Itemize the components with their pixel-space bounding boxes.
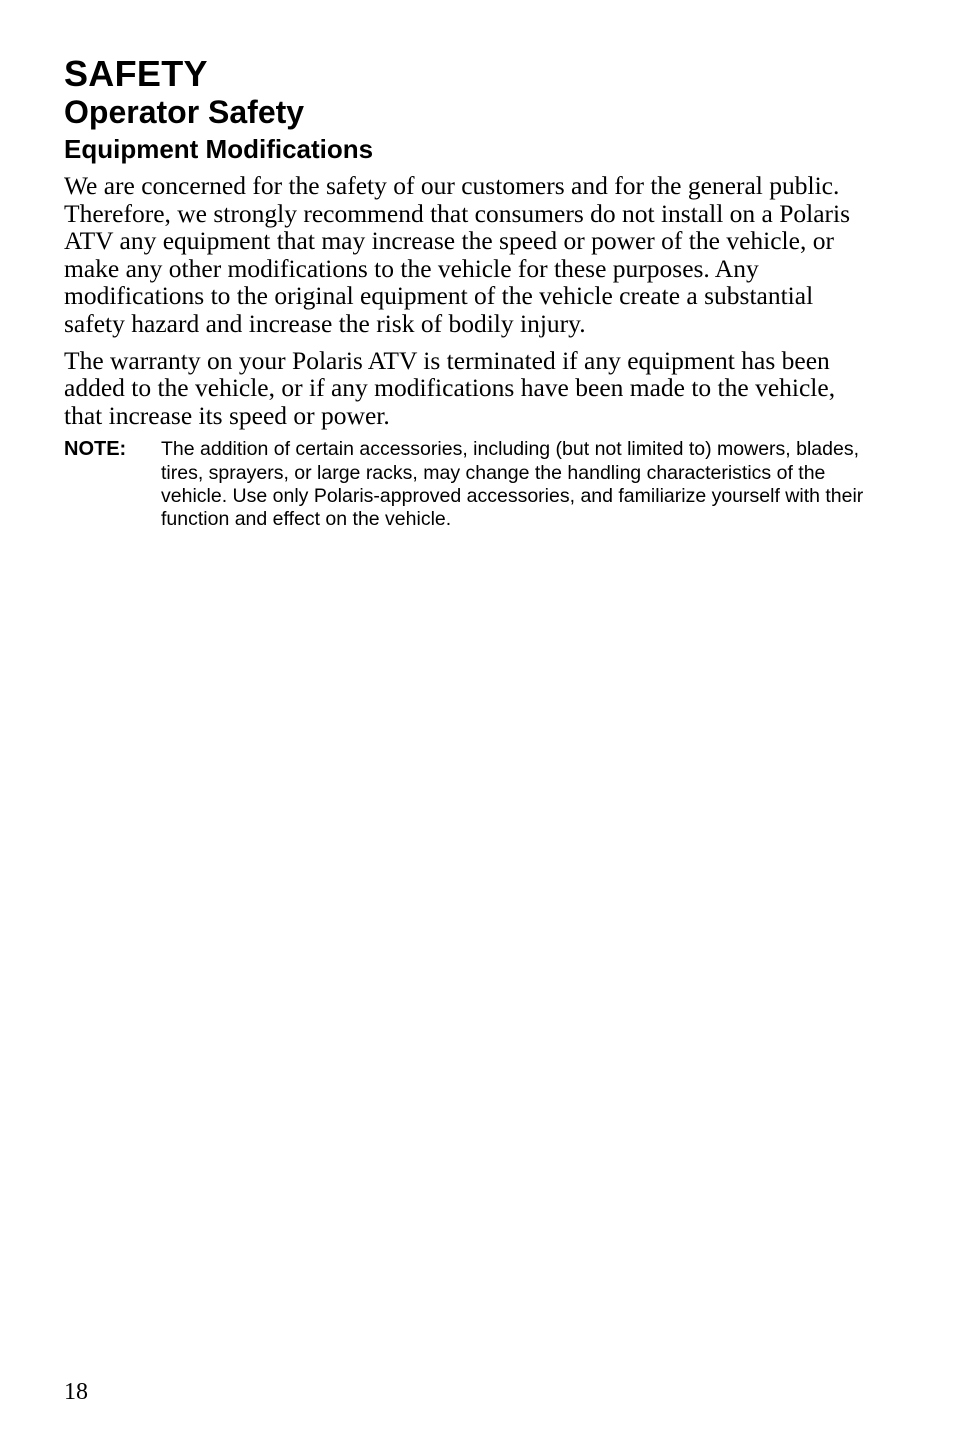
page-number: 18 bbox=[64, 1379, 88, 1405]
subsection-title: Equipment Modifications bbox=[64, 134, 374, 164]
body-paragraph: The warranty on your Polaris ATV is terminated if any equipment has been added to the vehicle, or if any modifications have been made to the vehicle, that increase its speed or power. bbox=[64, 345, 836, 430]
section-title: Operator Safety bbox=[64, 94, 305, 130]
note-block bbox=[64, 438, 864, 531]
body-paragraph: We are concerned for the safety of our customers and for the general public. Therefore, we strongly recommend that consumers do not install on a Polaris ATV any equipment that may increase the speed or power of the vehicle, or make any other modifications to the vehicle for these purposes. Any modifications to the original equipment of the vehicle create a substantial safety hazard and increase the risk of bodily injury. bbox=[64, 171, 851, 338]
note-label: NOTE: bbox=[64, 438, 127, 461]
document-page bbox=[64, 52, 864, 531]
chapter-title: SAFETY bbox=[64, 53, 208, 94]
note-text: The addition of certain accessories, including (but not limited to) mowers, blades, tires, sprayers, or large racks, may change the handling characteristics of the vehicle. Use only Polaris-approved accessories, and familiarize yourself with their function and effect on the vehicle. bbox=[161, 438, 864, 530]
